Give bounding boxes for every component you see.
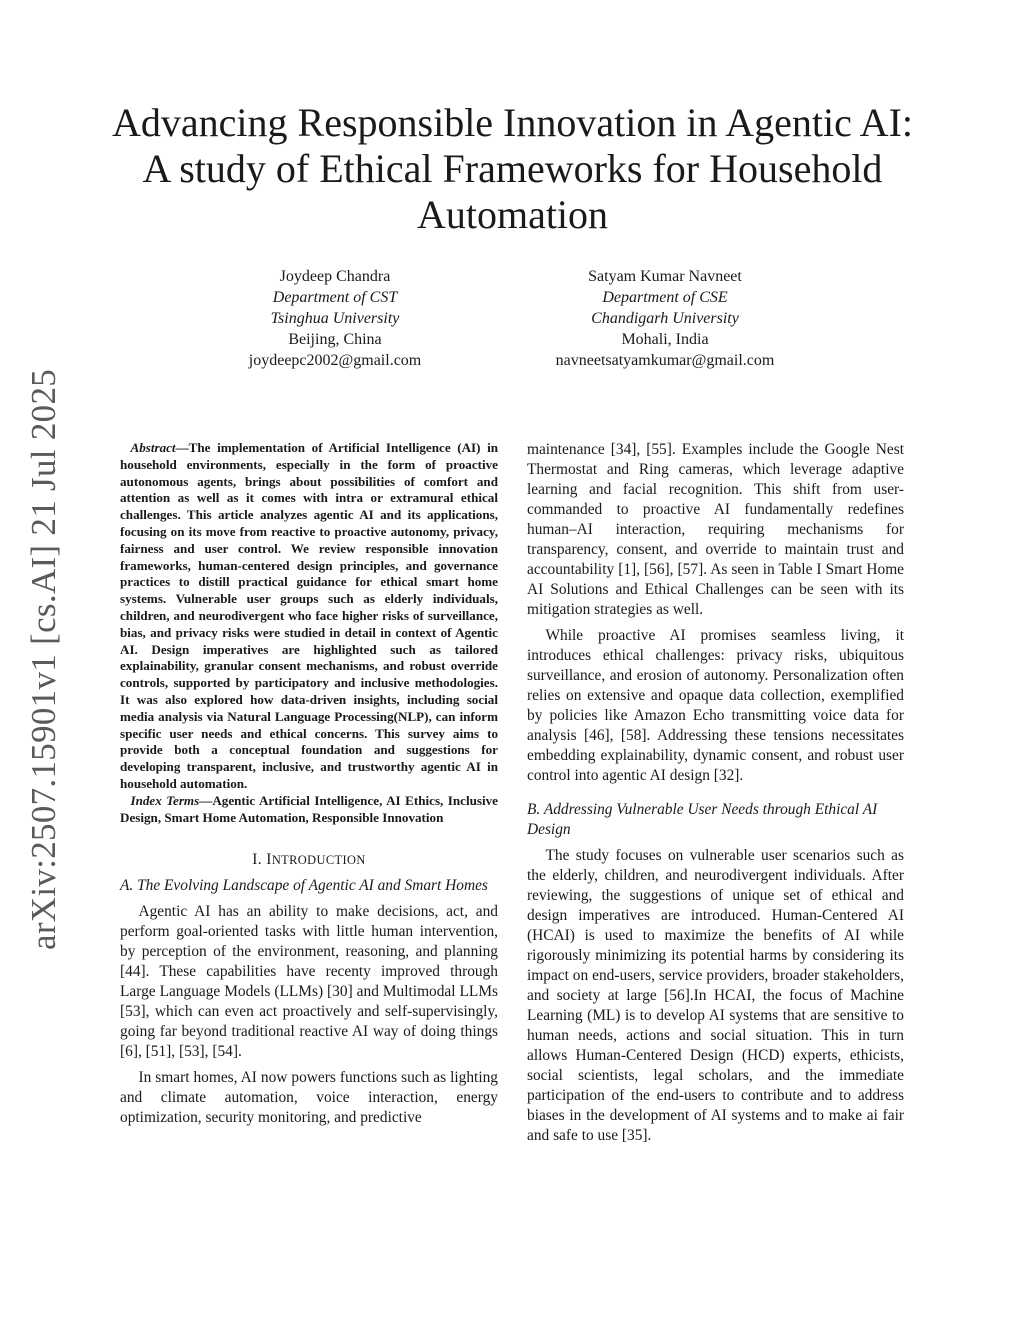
subsection-heading-a: A. The Evolving Landscape of Agentic AI and Smart Homes <box>120 877 488 895</box>
index-terms-text: —Agentic Artificial Intelligence, AI Ethics, Inclusive Design, Smart Home Automation, Responsible Innovation <box>120 792 498 825</box>
author-location: Beijing, China <box>288 331 382 348</box>
author-name: Satyam Kumar Navneet <box>588 268 742 285</box>
author-institution: Tsinghua University <box>270 310 400 327</box>
section-number: I. I <box>252 851 272 869</box>
paper-title: Advancing Responsible Innovation in Agentic AI: A study of Ethical Frameworks for Household Automation <box>112 100 913 237</box>
index-terms <box>120 793 498 827</box>
author-block-2 <box>485 266 845 371</box>
paragraph: In smart homes, AI now powers functions such as lighting and climate automation, voice interaction, energy optimization, security monitoring, and predictive <box>120 1069 498 1127</box>
author-name: Joydeep Chandra <box>279 268 391 285</box>
paragraph: maintenance [34], [55]. Examples include the Google Nest Thermostat and Ring cameras, which leverage adaptive learning and facial recognition. This shift from user-commanded to proactive AI fundamentally redefines human–AI interaction, requiring mechanisms for transparency, consent, and override to maintain trust and accountability [1], [56], [57]. As seen in Table I Smart Home AI Solutions and Ethical Challenges can be seen with its mitigation strategies as well. <box>527 441 904 618</box>
abstract-text: —The implementation of Artificial Intelligence (AI) in household environments, especially in the form of proactive autonomous agents, brings about possibilities of comfort and attention as well as it comes with intra or extramural ethical challenges. This article analyzes agentic AI and its applications, focusing on its move from reactive to proactive autonomy, privacy, fairness and user control. We review responsible innovation frameworks, human-centered design principles, and governance practices to distill practical guidance for ethical smart home systems. Vulnerable user groups such as elderly individuals, children, and neurodivergent who face higher risks of surveillance, bias, and privacy risks were studied in detail in context of Agentic AI. Design imperatives are highlighted such as tailored explainability, granular consent mechanisms, and robust override controls, supported by participatory and inclusive methodologies. It was also explored how data-driven insights, including social media analysis via Natural Language Processing(NLP), can inform specific user needs and ethical concerns. This survey aims to provide both a conceptual foundation and suggestions for developing transparent, inclusive, and trustworthy agentic AI in household automation. <box>120 440 498 791</box>
author-institution: Chandigarh University <box>591 310 739 327</box>
right-column <box>527 440 904 1152</box>
paragraph: While proactive AI promises seamless living, it introduces ethical challenges: privacy risks, ubiquitous surveillance, and erosion of autonomy. Personalization often relies on extensive and opaque data collection, exemplified by policies like Amazon Echo transmitting voice data for analysis [46], [58]. Addressing these tensions necessitates embedding explainability, dynamic consent, and robust user control into agentic AI design [32]. <box>527 627 904 784</box>
section-heading-introduction <box>120 850 498 870</box>
arxiv-identifier: arXiv:2507.15901v1 [cs.AI] 21 Jul 2025 <box>24 368 63 950</box>
author-department: Department of CSE <box>602 289 728 306</box>
paragraph: Agentic AI has an ability to make decisions, act, and perform goal-oriented tasks with little human intervention, by perception of the environment, reasoning, and planning [44]. These capabilities have recenty improved through Large Language Models (LLMs) [30] and Multimodal LLMs [53], which can even act proactively and self-supervisingly, going far beyond traditional reactive AI way of doing things [6], [51], [53], [54]. <box>120 903 498 1061</box>
section-title: NTRODUCTION <box>271 853 366 868</box>
subsection-heading-b: B. Addressing Vulnerable User Needs through Ethical AI Design <box>527 801 878 838</box>
author-email: navneetsatyamkumar@gmail.com <box>555 352 775 369</box>
author-department: Department of CST <box>272 289 398 306</box>
index-terms-label: Index Terms <box>130 792 200 808</box>
abstract-label: Abstract <box>130 440 176 455</box>
abstract <box>120 440 498 793</box>
arxiv-stamp <box>14 368 74 950</box>
left-column <box>120 440 498 1134</box>
paragraph: The study focuses on vulnerable user scenarios such as the elderly, children, and neurodivergent individuals. After reviewing, the suggestions of unique set of ethical and design imperatives are introduced. Human-Centered AI (HCAI) is used to maximize the benefits of AI while rigorously minimizing its potential harms by considering its impact on end-users, service providers, broader stakeholders, and society at large [56].In HCAI, the focus of Machine Learning (ML) is to develop AI systems that are sensitive to human needs, actions and social situation. This in turn allows Human-Centered Design (HCD) experts, ethicists, social scientists, legal scholars, and the immediate participation of the end-users to contribute and to address biases in the development of AI systems and to make ai fair and safe to use [35]. <box>527 847 904 1144</box>
author-email: joydeepc2002@gmail.com <box>248 352 422 369</box>
author-location: Mohali, India <box>621 331 709 348</box>
author-block-1 <box>155 266 515 371</box>
